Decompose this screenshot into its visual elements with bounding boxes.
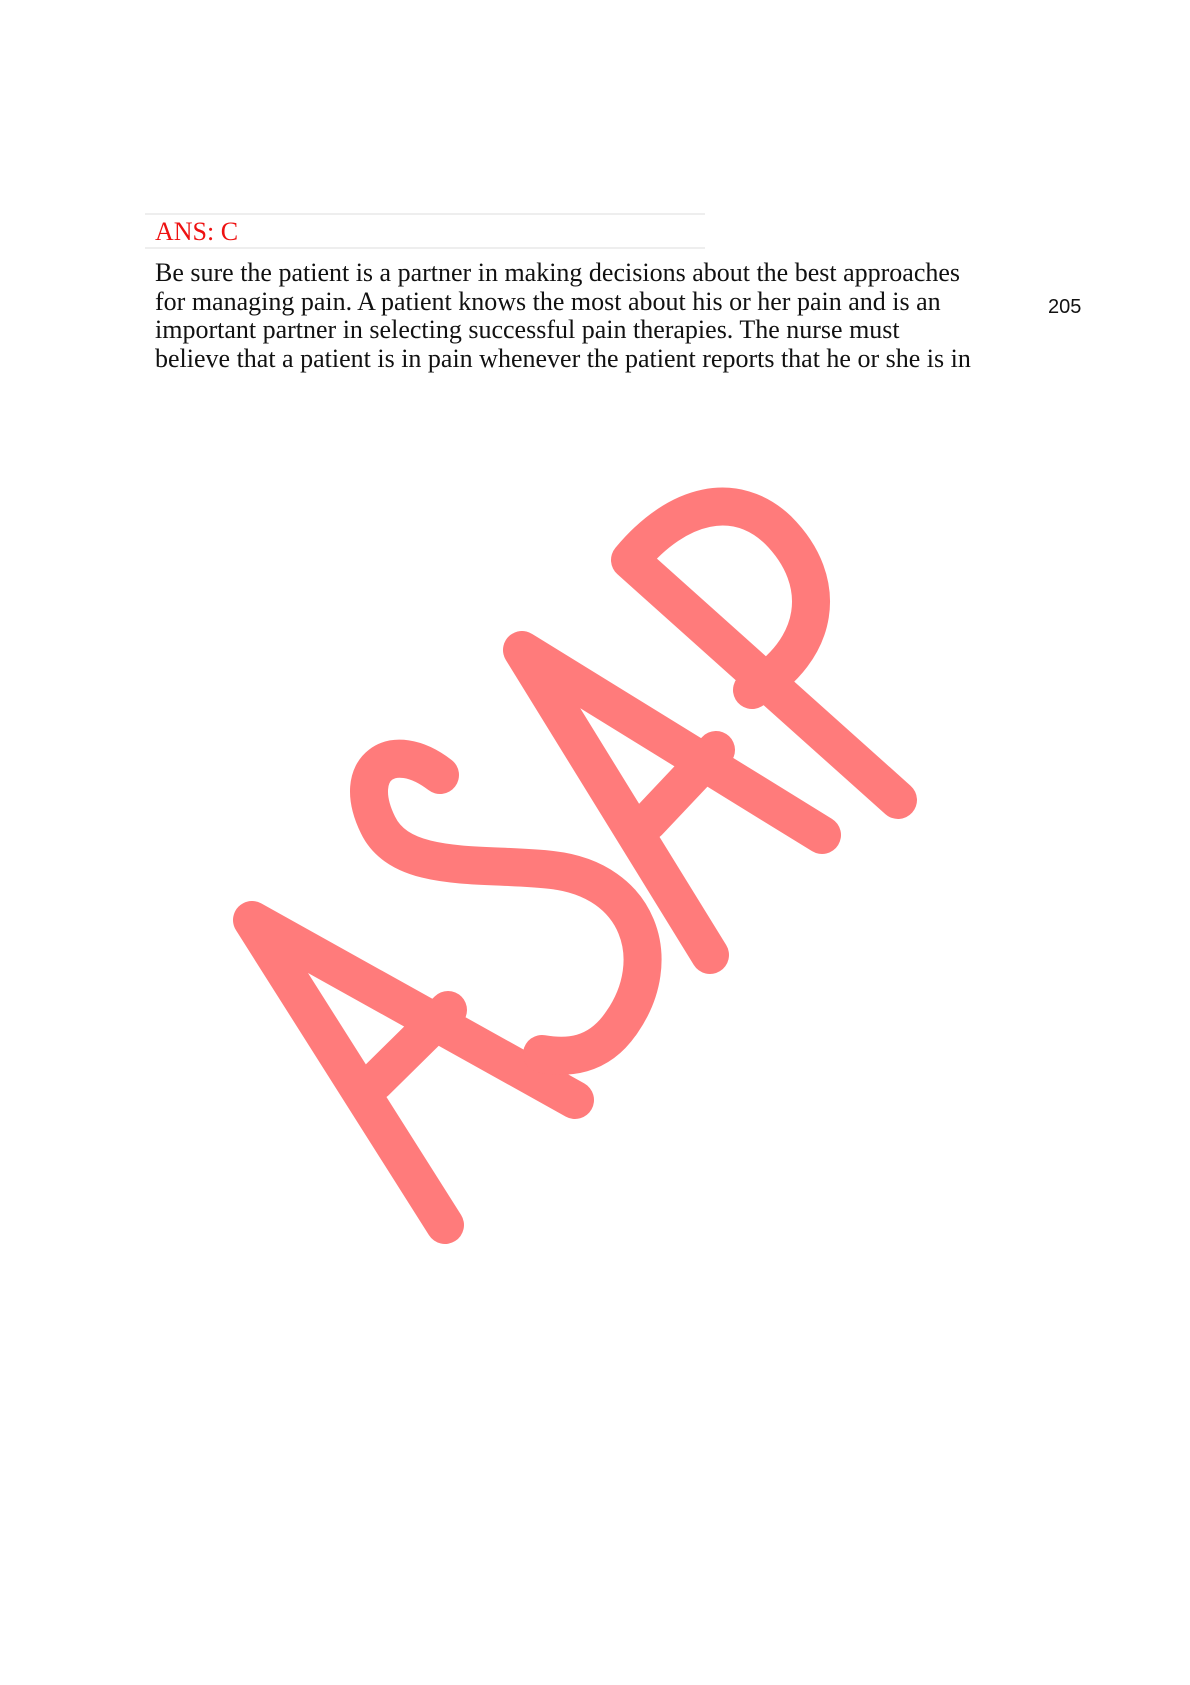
rationale-line: important partner in selecting successful pain therapies. The nurse must (155, 315, 900, 344)
rationale-paragraph (155, 259, 1055, 373)
watermark-letter-s (369, 759, 643, 1056)
rationale-line: for managing pain. A patient knows the most about his or her pain and is an (155, 286, 941, 316)
rationale-line: Be sure the patient is a partner in making decisions about the best approaches (155, 258, 961, 287)
answer-rule-bottom (145, 247, 705, 249)
watermark-letter-a1 (252, 920, 575, 1225)
answer-rule-top (145, 213, 705, 215)
answer-label: ANS: C (155, 217, 239, 246)
page-number: 205 (1048, 296, 1082, 318)
watermark-letter-a2 (522, 650, 822, 955)
rationale-line: believe that a patient is in pain whenever the patient reports that he or she is in (155, 343, 971, 373)
watermark-letter-p (630, 507, 898, 800)
